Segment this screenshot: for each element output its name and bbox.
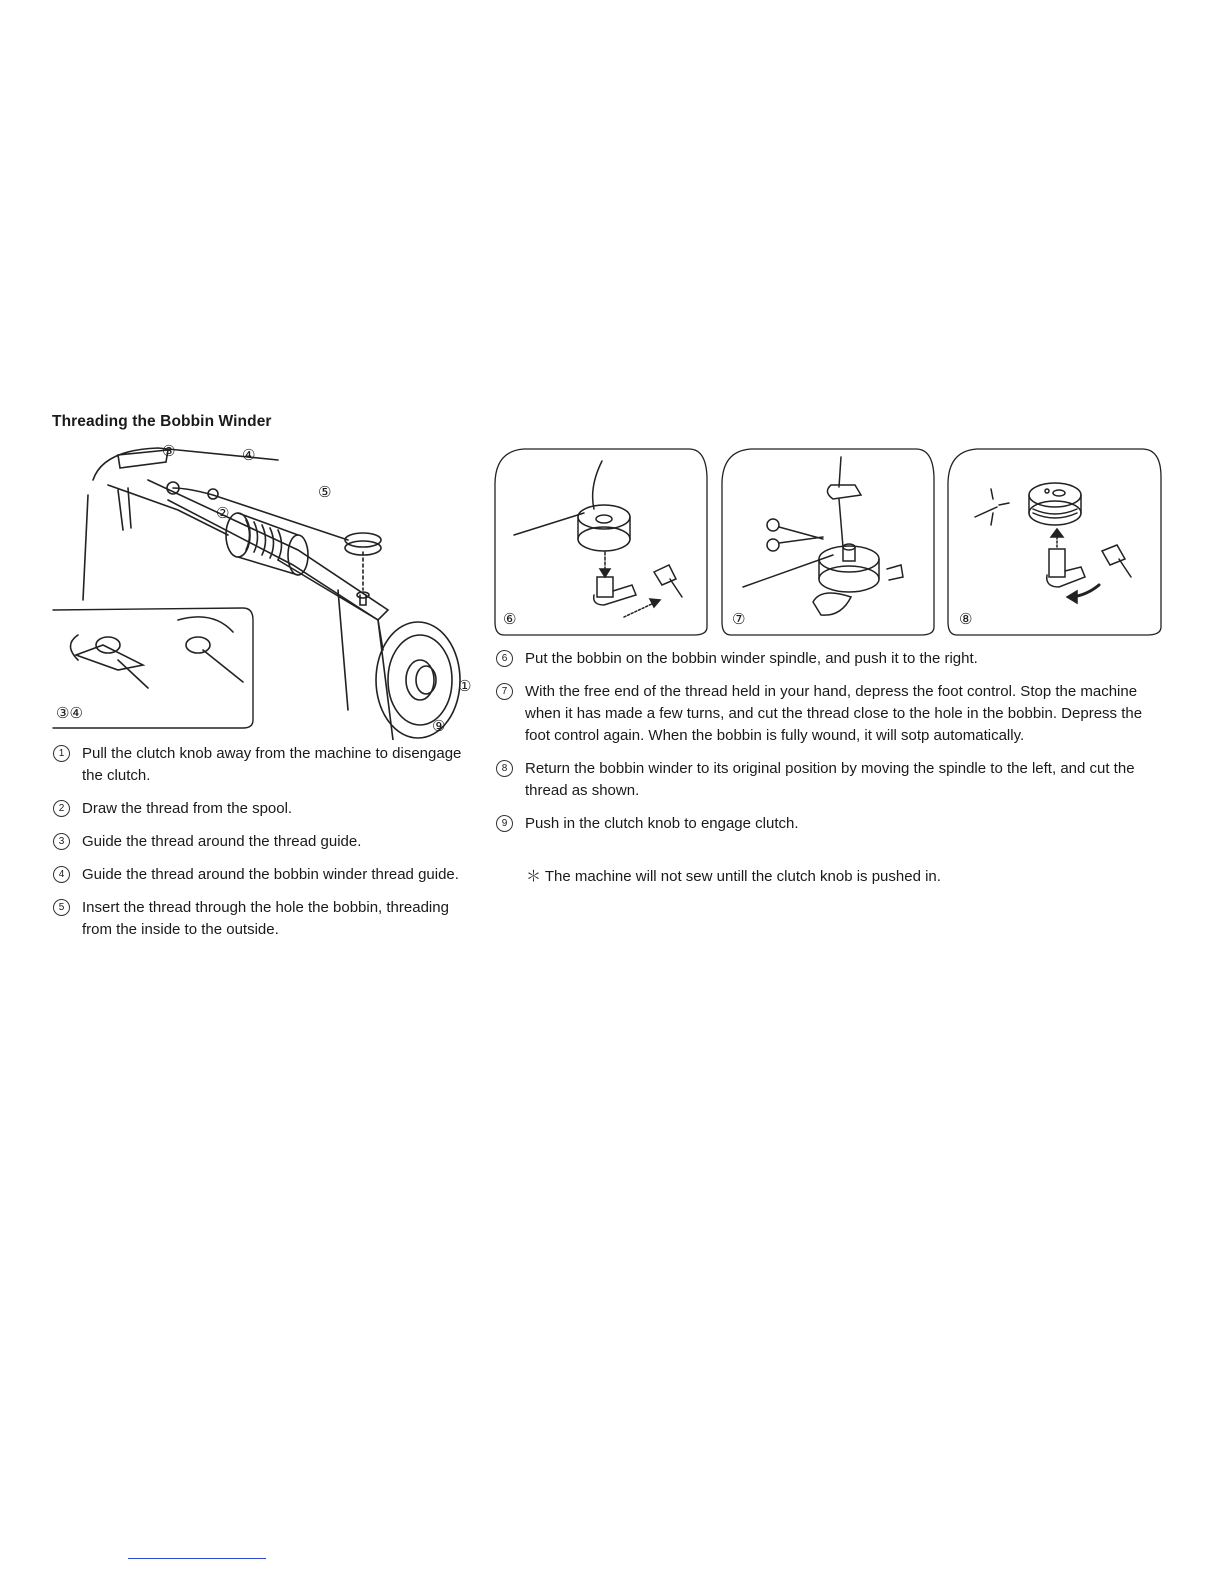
step-4-text: Guide the thread around the bobbin winder thread guide. xyxy=(82,866,459,883)
step-1-number: 1 xyxy=(53,745,70,762)
step-2-text: Draw the thread from the spool. xyxy=(82,800,293,817)
step-6-number: 6 xyxy=(496,650,513,667)
step-6 xyxy=(495,648,1160,670)
step-7-number: 7 xyxy=(496,683,513,700)
footer-rule xyxy=(128,1558,266,1559)
step-3 xyxy=(52,831,472,853)
clutch-note: ＊ The machine will not sew untill the clutch knob is pushed in. xyxy=(526,868,941,885)
panel-6-label: ⑥ xyxy=(503,611,517,628)
steps-left-list xyxy=(52,743,472,941)
panel-7-label: ⑦ xyxy=(732,611,746,628)
panel-8-illustration xyxy=(947,447,1163,637)
step-4 xyxy=(52,864,472,886)
step-3-number: 3 xyxy=(53,833,70,850)
label-5: ⑤ xyxy=(318,484,332,501)
label-9: ⑨ xyxy=(432,718,446,735)
step-8 xyxy=(495,758,1160,802)
step-5 xyxy=(52,897,472,941)
step-7-text: With the free end of the thread held in your hand, depress the foot control. Stop the machine when it has made a few turns, and cut the thread close to the hole in the bobbin. Depress the foot control again. When the bobbin is fully wound, it will sotp automatically. xyxy=(525,683,1143,744)
step-5-number: 5 xyxy=(53,899,70,916)
step-6-text: Put the bobbin on the bobbin winder spindle, and push it to the right. xyxy=(525,650,978,667)
section-title: Threading the Bobbin Winder xyxy=(52,413,272,430)
step-4-number: 4 xyxy=(53,866,70,883)
step-1 xyxy=(52,743,472,787)
step-2-number: 2 xyxy=(53,800,70,817)
step-9-number: 9 xyxy=(496,815,513,832)
step-5-text: Insert the thread through the hole the bobbin, threading from the inside to the outside. xyxy=(82,899,449,938)
steps-right-list xyxy=(495,648,1160,835)
panel-7-illustration xyxy=(721,447,935,637)
label-3: ③ xyxy=(162,443,176,460)
step-8-text: Return the bobbin winder to its original position by moving the spindle to the left, and cut the thread as shown. xyxy=(525,760,1135,799)
bobbin-winder-illustration xyxy=(48,440,488,740)
label-2: ② xyxy=(216,505,230,522)
panel-6-illustration xyxy=(494,447,708,637)
label-inset-34: ③④ xyxy=(56,705,83,722)
label-4: ④ xyxy=(242,447,256,464)
label-1: ① xyxy=(458,678,472,695)
step-1-text: Pull the clutch knob away from the machine to disengage the clutch. xyxy=(82,745,462,784)
step-3-text: Guide the thread around the thread guide. xyxy=(82,833,362,850)
step-8-number: 8 xyxy=(496,760,513,777)
step-2 xyxy=(52,798,472,820)
step-9 xyxy=(495,813,1160,835)
step-7 xyxy=(495,681,1160,747)
panel-8-label: ⑧ xyxy=(959,611,973,628)
step-9-text: Push in the clutch knob to engage clutch. xyxy=(525,815,799,832)
